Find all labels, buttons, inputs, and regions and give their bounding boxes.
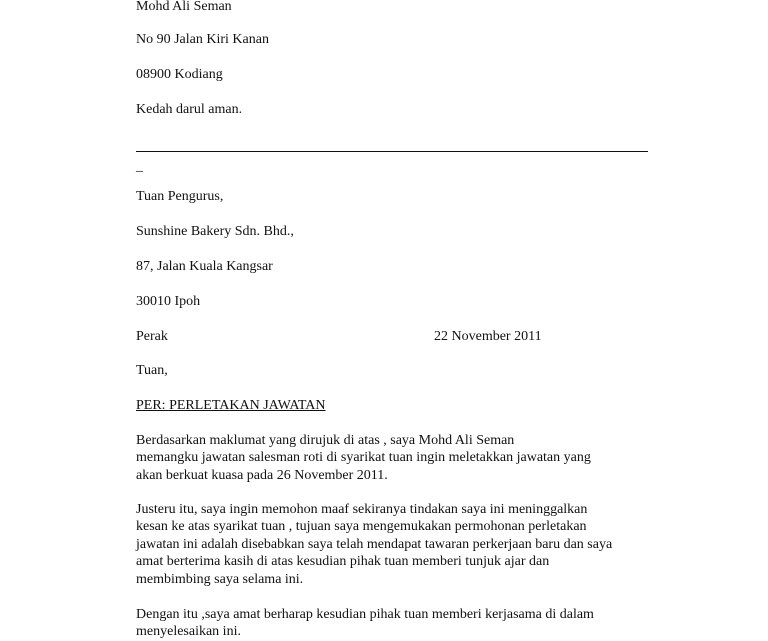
- paragraph-1: [136, 432, 591, 484]
- paragraph-line: memangku jawatan salesman roti di syarikat tuan ingin meletakkan jawatan yang: [136, 450, 591, 466]
- sender-address-line1: No 90 Jalan Kiri Kanan: [136, 32, 269, 47]
- paragraph-line: membimbing saya selama ini.: [136, 571, 304, 587]
- sender-name: Mohd Ali Seman: [136, 0, 232, 14]
- letter-date: 22 November 2011: [434, 329, 542, 344]
- recipient-title: Tuan Pengurus,: [136, 189, 224, 204]
- subject-line: PER: PERLETAKAN JAWATAN: [136, 398, 326, 413]
- paragraph-3: [136, 606, 594, 641]
- paragraph-line: akan berkuat kuasa pada 26 November 2011.: [136, 467, 388, 483]
- paragraph-line: Dengan itu ,saya amat berharap kesudian pihak tuan memberi kerjasama di dalam: [136, 607, 594, 622]
- paragraph-line: jawatan ini adalah disebabkan saya telah mendapat tawaran perkerjaan baru dan saya: [136, 536, 613, 552]
- recipient-postcode-city: 30010 Ipoh: [136, 294, 201, 309]
- paragraph-2: [136, 501, 612, 588]
- paragraph-line: menyelesaikan ini.: [136, 624, 241, 640]
- paragraph-line: amat berterima kasih di atas kesudian pihak tuan memberi tunjuk ajar dan: [136, 554, 550, 570]
- sender-address-line3: Kedah darul aman.: [136, 102, 243, 117]
- paragraph-line: Berdasarkan maklumat yang dirujuk di atas , saya Mohd Ali Seman: [136, 433, 515, 448]
- sender-address-line2: 08900 Kodiang: [136, 67, 223, 82]
- recipient-street: 87, Jalan Kuala Kangsar: [136, 259, 273, 274]
- salutation: Tuan,: [136, 363, 168, 378]
- rule-dash: _: [136, 159, 143, 174]
- recipient-company: Sunshine Bakery Sdn. Bhd.,: [136, 224, 294, 239]
- paragraph-line: kesan ke atas syarikat tuan , tujuan saya mengemukakan permohonan perletakan: [136, 519, 587, 535]
- paragraph-line: Justeru itu, saya ingin memohon maaf sekiranya tindakan saya ini meninggalkan: [136, 502, 588, 517]
- horizontal-rule: [136, 151, 648, 152]
- recipient-state: Perak: [136, 329, 168, 344]
